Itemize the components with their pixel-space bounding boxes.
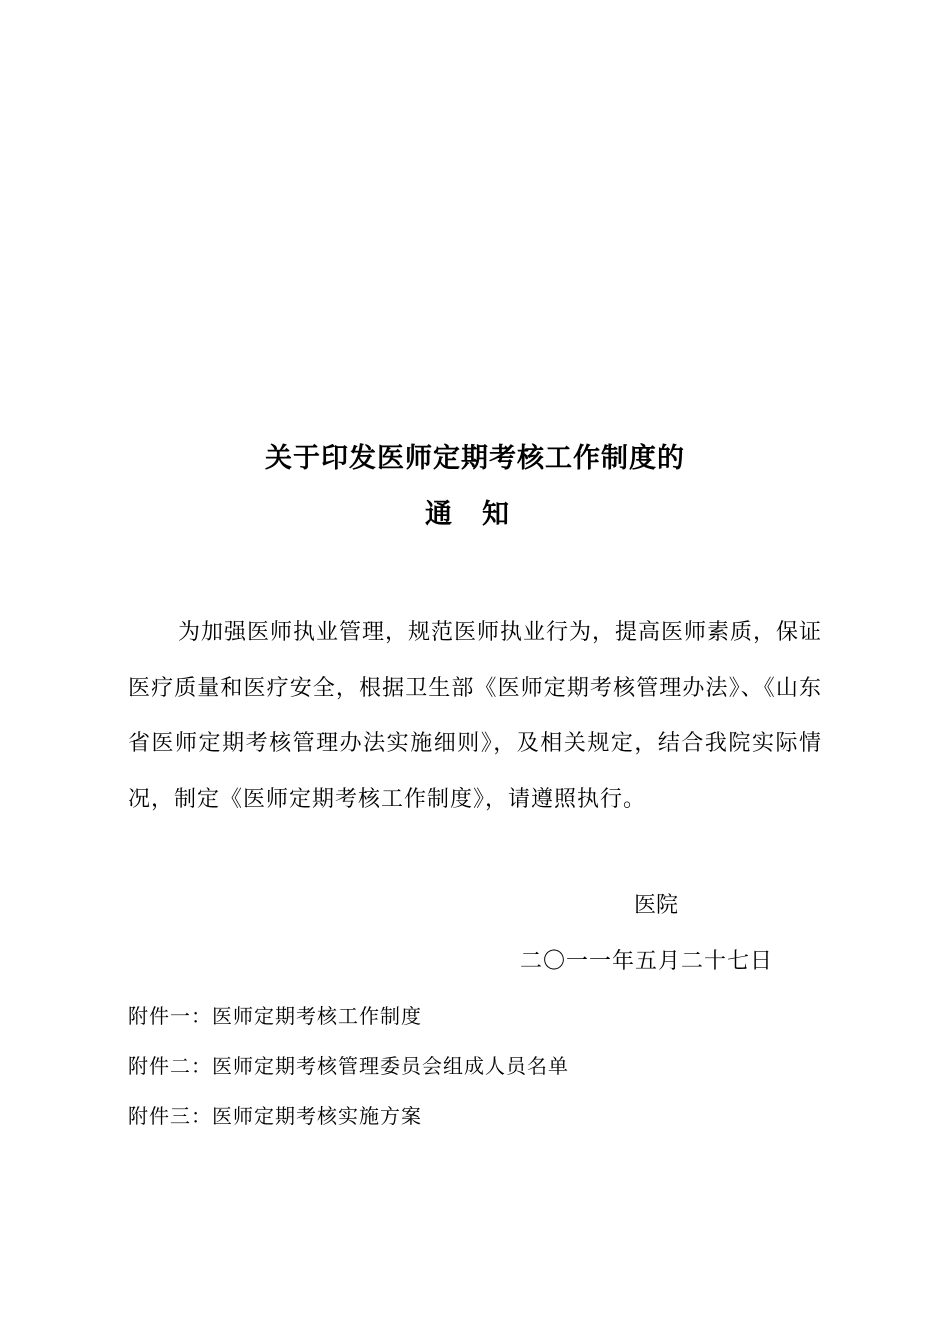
attachments-list: [128, 1001, 569, 1151]
document-title: 关于印发医师定期考核工作制度的: [265, 443, 685, 474]
attachment-item: 附件一：医师定期考核工作制度: [128, 1004, 422, 1028]
body-paragraph: [128, 605, 822, 827]
document-title-notice: 通知: [425, 499, 539, 530]
body-paragraph-text: 为加强医师执业管理，规范医师执业行为，提高医师素质，保证医疗质量和医疗安全，根据卫生部《医师定期考核管理办法》、《山东省医师定期考核管理办法实施细则》，及相关规定，结合我院实际情况，制定《医师定期考核工作制度》，请遵照执行。: [128, 620, 823, 812]
attachment-item: 附件二：医师定期考核管理委员会组成人员名单: [128, 1054, 569, 1078]
attachment-item: 附件三：医师定期考核实施方案: [128, 1104, 422, 1128]
issue-date: 二〇一一年五月二十七日: [520, 949, 774, 974]
signature-organization: 医院: [634, 893, 679, 918]
